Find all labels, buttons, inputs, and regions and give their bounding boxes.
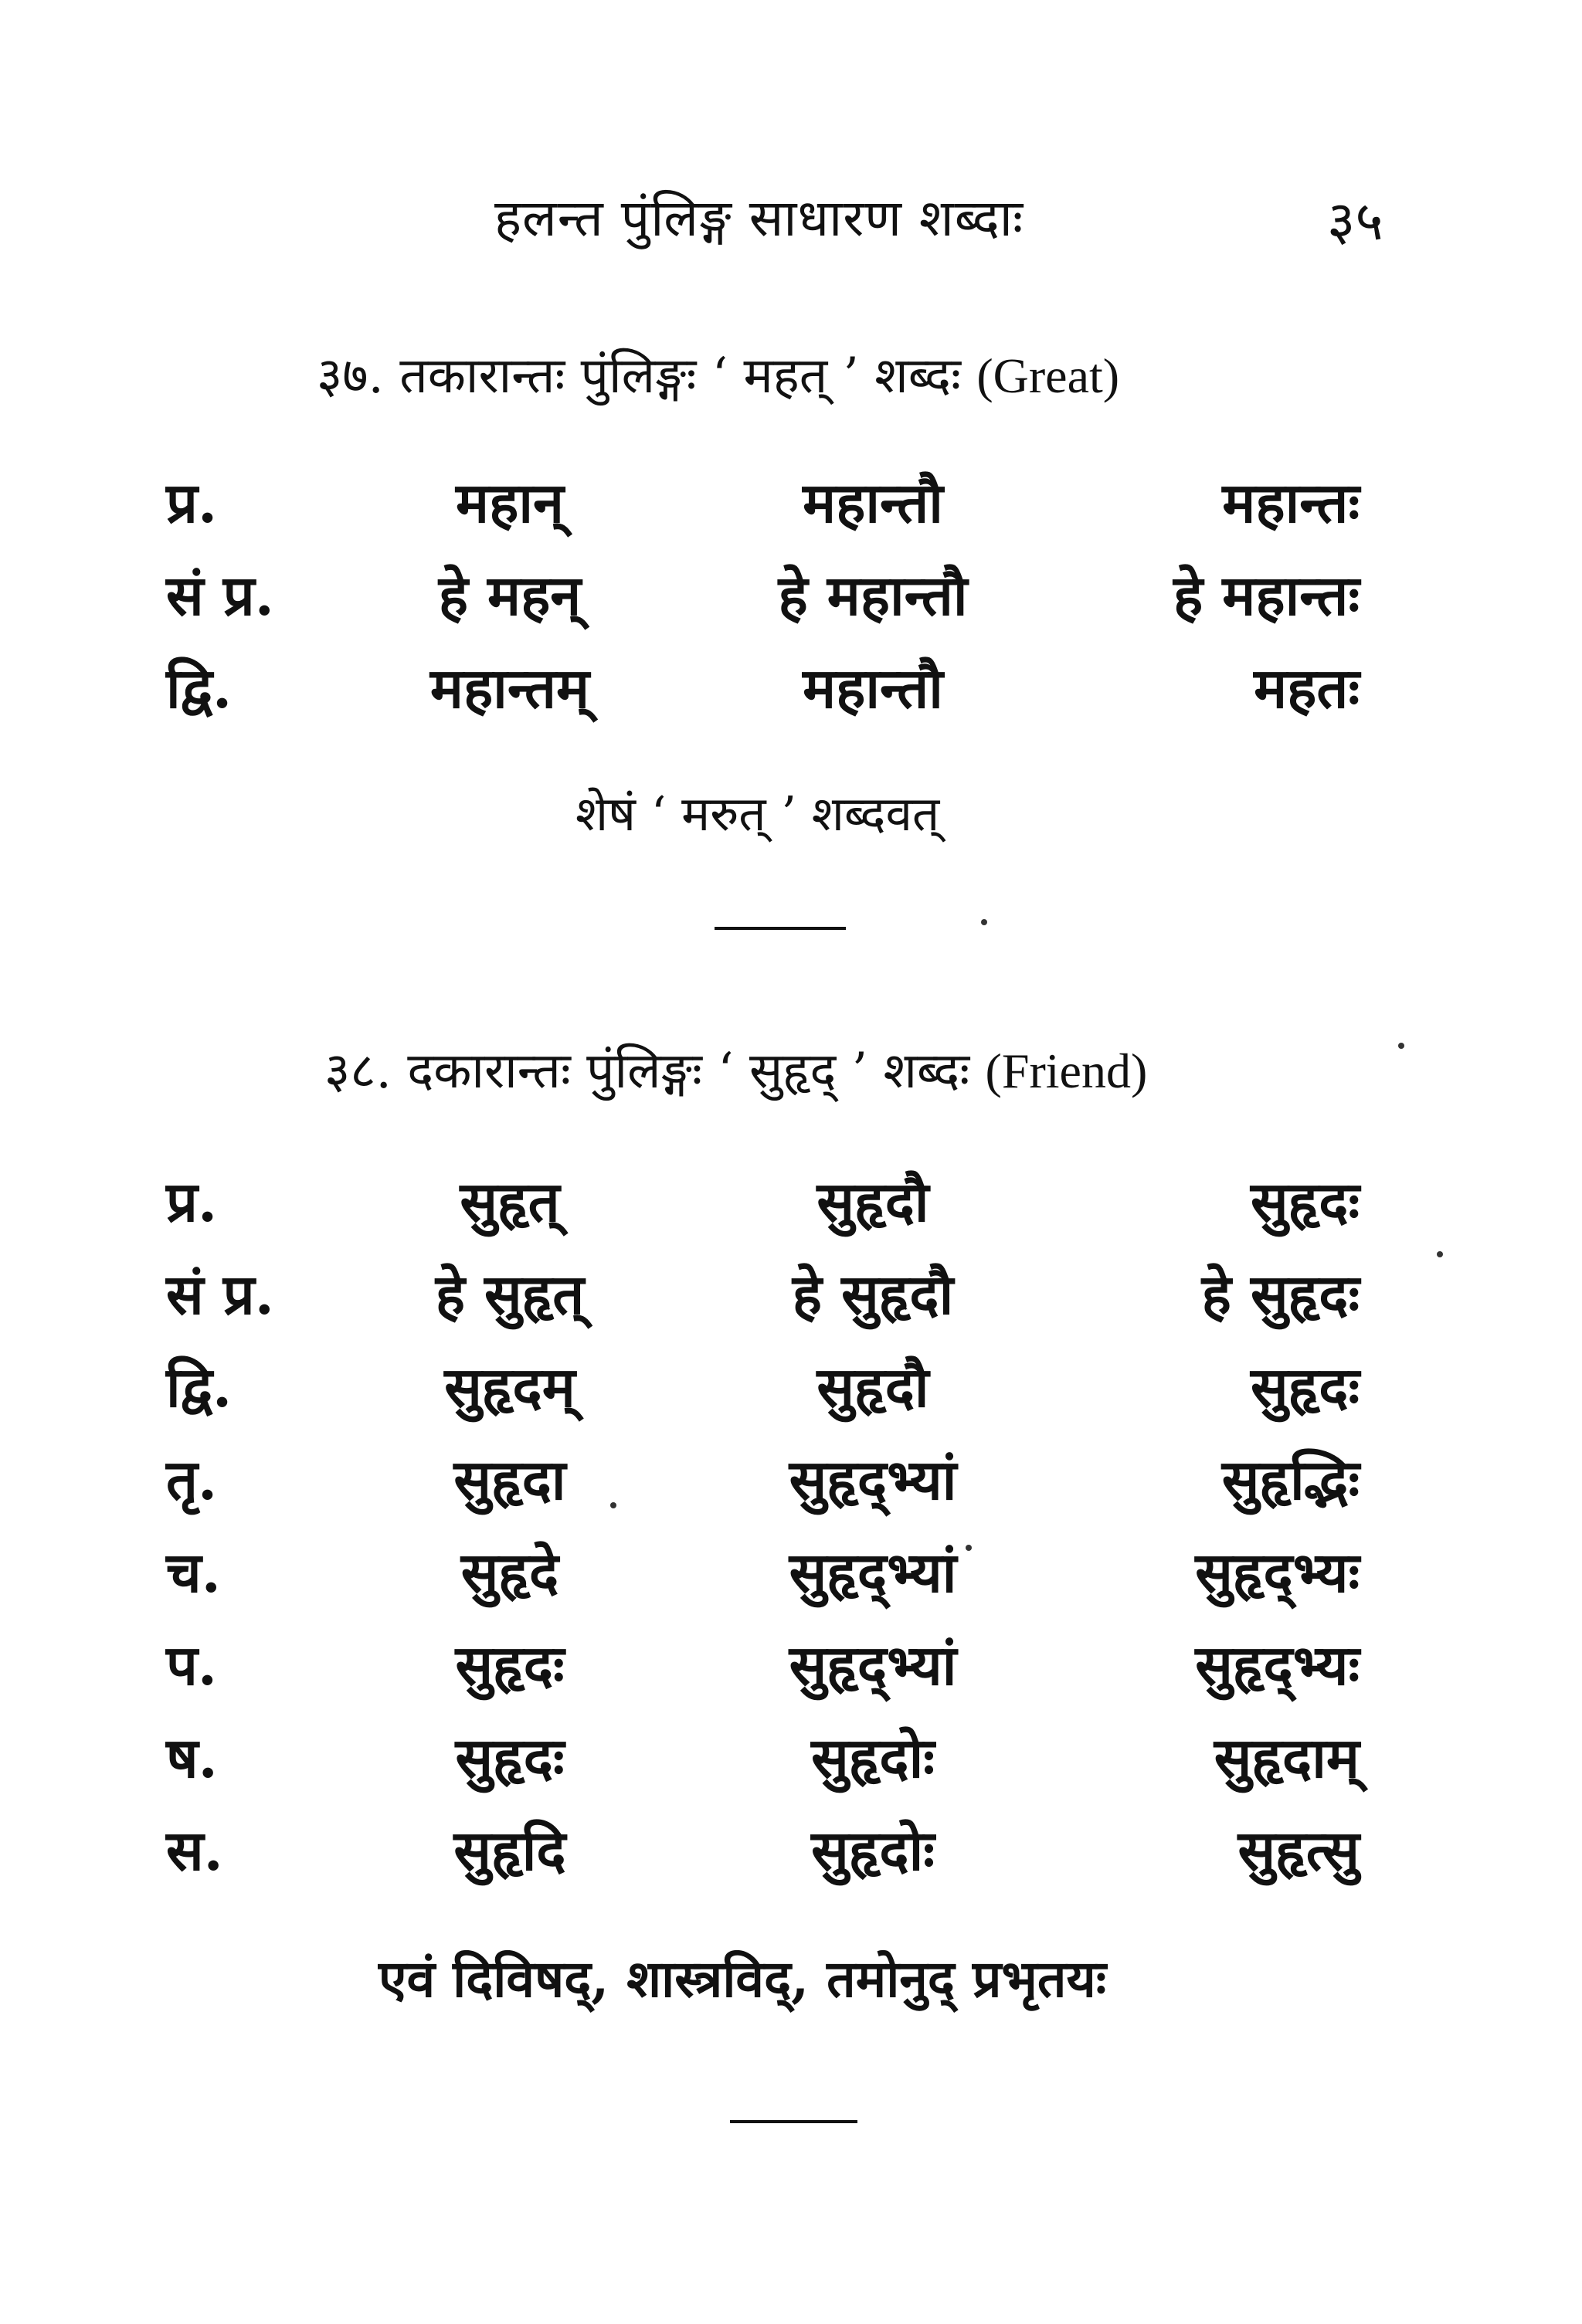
plural-form: सुहृद्भिः xyxy=(1221,1447,1360,1512)
section-divider xyxy=(730,2120,857,2123)
case-label: प्र. xyxy=(166,470,218,535)
plural-form: हे महान्तः xyxy=(1173,562,1360,628)
dual-form: हे सुहृदौ xyxy=(792,1261,954,1327)
case-label: स. xyxy=(166,1817,223,1883)
dual-form: महान्तौ xyxy=(803,655,943,721)
plural-form: महान्तः xyxy=(1222,470,1360,535)
dual-form: महान्तौ xyxy=(803,470,943,535)
table-row xyxy=(0,1718,1582,1803)
table-row xyxy=(0,1348,1582,1433)
section-divider xyxy=(715,927,846,930)
table-row xyxy=(0,1626,1582,1711)
table-row xyxy=(0,1533,1582,1618)
print-speck xyxy=(981,919,987,925)
case-label: तृ. xyxy=(166,1447,218,1512)
table-row xyxy=(0,1440,1582,1525)
table-row xyxy=(0,1162,1582,1247)
section-38-title: ३८. दकारान्तः पुंलिङ्गः ‘ सुहृद् ’ शब्दः xyxy=(324,1043,970,1100)
print-speck xyxy=(966,1545,972,1551)
plural-form: सुहृद्भ्यः xyxy=(1195,1539,1360,1605)
table-row xyxy=(0,463,1582,548)
singular-form: सुहृदः xyxy=(455,1632,565,1698)
dual-form: हे महान्तौ xyxy=(778,562,968,628)
section-38-note: एवं दिविषद्, शास्त्रविद्, तमोनुद् प्रभृतयः xyxy=(379,1949,1107,2009)
dual-form: सुहृदोः xyxy=(811,1817,935,1883)
case-label: ष. xyxy=(166,1725,218,1790)
section-37-note: शेषं ‘ मरुत् ’ शब्दवत् xyxy=(575,785,940,842)
plural-form: सुहृत्सु xyxy=(1237,1817,1360,1883)
singular-form: महान् xyxy=(456,470,564,535)
singular-form: हे सुहृत् xyxy=(435,1261,585,1327)
case-label: प. xyxy=(166,1632,217,1698)
singular-form: सुहृत् xyxy=(460,1169,560,1234)
singular-form: महान्तम् xyxy=(429,655,590,721)
plural-form: सुहृदः xyxy=(1250,1169,1360,1234)
dual-form: सुहृद्भ्यां xyxy=(789,1447,957,1512)
plural-form: सुहृदः xyxy=(1250,1354,1360,1420)
table-row xyxy=(0,1255,1582,1340)
singular-form: सुहृदे xyxy=(460,1539,559,1605)
section-37-title: ३७. तकारान्तः पुंलिङ्गः ‘ महत् ’ शब्दः xyxy=(317,348,961,405)
table-row xyxy=(0,649,1582,734)
plural-form: सुहृदाम् xyxy=(1214,1725,1360,1790)
dual-form: सुहृद्भ्यां xyxy=(789,1632,957,1698)
table-row xyxy=(0,1811,1582,1896)
plural-form: महतः xyxy=(1254,655,1360,721)
plural-form: सुहृद्भ्यः xyxy=(1195,1632,1360,1698)
print-speck xyxy=(1398,1043,1404,1049)
singular-form: सुहृदा xyxy=(453,1447,566,1512)
dual-form: सुहृदौ xyxy=(816,1354,929,1420)
case-label: प्र. xyxy=(166,1169,218,1234)
case-label: च. xyxy=(166,1539,221,1605)
singular-form: सुहृदि xyxy=(453,1817,566,1883)
dual-form: सुहृदोः xyxy=(811,1725,935,1790)
singular-form: हे महन् xyxy=(438,562,582,628)
running-header-title: हलन्त पुंलिङ्ग साधारण शब्दाः xyxy=(494,188,1024,248)
print-speck xyxy=(1437,1251,1443,1257)
section-37-heading xyxy=(317,340,1119,407)
singular-form: सुहृदः xyxy=(455,1725,565,1790)
page-number: ३५ xyxy=(1327,189,1383,253)
section-38-heading xyxy=(324,1035,1147,1102)
case-label: सं प्र. xyxy=(166,1261,274,1327)
dual-form: सुहृदौ xyxy=(816,1169,929,1234)
section-37-english-gloss: (Great) xyxy=(976,348,1120,403)
print-speck xyxy=(610,1502,616,1508)
dual-form: सुहृद्भ्यां xyxy=(789,1539,957,1605)
case-label: सं प्र. xyxy=(166,562,274,628)
plural-form: हे सुहृदः xyxy=(1201,1261,1360,1327)
section-38-english-gloss: (Friend) xyxy=(985,1043,1148,1098)
case-label: द्वि. xyxy=(166,655,233,721)
singular-form: सुहृदम् xyxy=(444,1354,575,1420)
table-row xyxy=(0,556,1582,641)
case-label: द्वि. xyxy=(166,1354,233,1420)
